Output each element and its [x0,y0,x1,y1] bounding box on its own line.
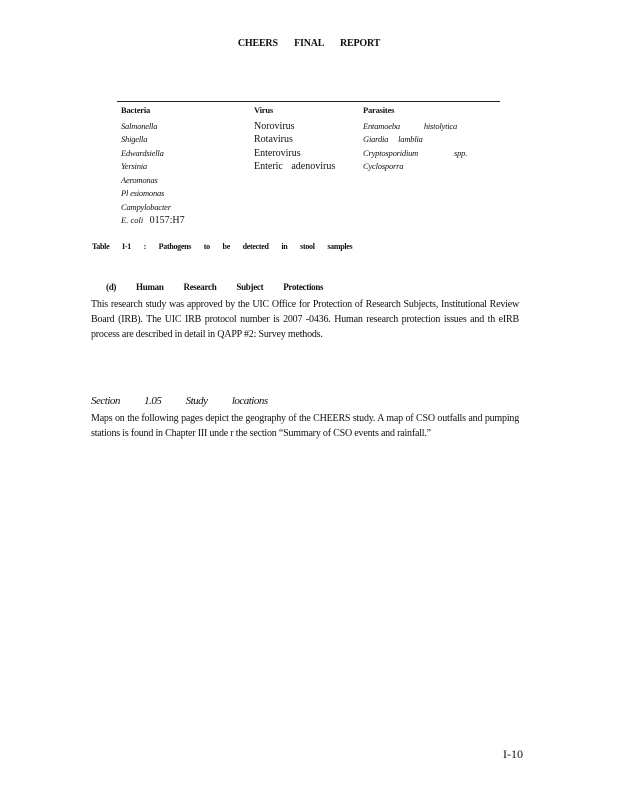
table-top-rule [117,101,500,102]
list-item-ecoli [121,214,185,228]
table-caption: Table I-1 : Pathogens to be detected in stool samples [92,242,353,251]
list-item: Rotavirus [254,134,293,145]
list-item: Cyclosporra [363,161,404,171]
subsection-heading: (d) Human Research Subject Protections [106,282,324,292]
table-column-bacteria [121,104,185,228]
ecoli-name: E. coli [121,215,144,225]
table-column-virus [254,104,335,174]
list-item: Enteric adenovirus [254,161,336,172]
list-item: Yersinia [121,161,147,171]
subsection-paragraph: This research study was approved by the UIC Office for Protection of Research Subjects, Institutional Review Board (IRB). The UIC IRB protocol number is 2007 -0436. Human research protection issues and th eIRB process are described in detail in QAPP #2: Survey methods. [91,299,519,340]
list-item: Pl esiomonas [121,188,165,198]
list-item: Giardia lamblia [363,134,423,144]
table-column-parasites [363,104,467,174]
list-item: Salmonella [121,120,158,131]
list-item: Edwardsiella [121,147,164,158]
list-item: Shigella [121,134,148,144]
list-item: Enterovirus [254,147,301,159]
column-heading-bacteria: Bacteria [121,105,151,115]
column-heading-parasites: Parasites [363,105,395,115]
list-item: Norovirus [254,120,295,132]
report-header: CHEERS FINAL REPORT [237,38,381,49]
section-paragraph: Maps on the following pages depict the geography of the CHEERS study. A map of CSO outfalls and pumping stations is found in Chapter III unde r the section “Summary of CSO events and rainfall.” [91,413,519,439]
section-heading: Section 1.05 Study locations [91,395,268,407]
ecoli-strain: 0157:H7 [149,215,185,226]
column-heading-virus: Virus [254,105,273,115]
list-item: Entamoeba histolytica [363,120,458,131]
page-number: I-10 [503,747,523,761]
list-item: Aeromonas [121,174,158,185]
list-item: Cryptosporidium spp. [363,147,468,158]
list-item: Campylobacter [121,201,171,212]
